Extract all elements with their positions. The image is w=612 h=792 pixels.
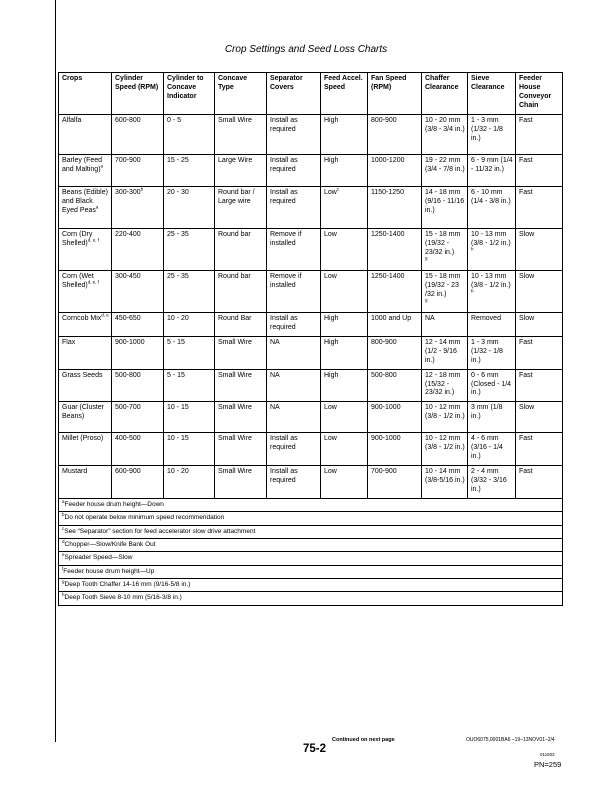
sieve-cell <box>468 402 516 433</box>
cylinder-speed-cell <box>112 312 164 336</box>
conveyor-chain-cell-text: Slow <box>519 314 535 322</box>
conveyor-chain-cell <box>516 228 563 270</box>
footnote-row <box>59 499 563 512</box>
page-number: 75-2 <box>303 743 327 755</box>
indicator-cell-text: 10 - 20 <box>167 314 189 322</box>
fan-speed-cell <box>368 270 422 312</box>
indicator-cell <box>164 466 215 499</box>
concave-type-cell <box>215 186 267 228</box>
concave-type-cell-text: Round bar <box>218 230 251 238</box>
fan-speed-cell <box>368 154 422 186</box>
feed-accel-cell <box>321 402 368 433</box>
feed-accel-cell-text: High <box>324 371 339 379</box>
footnote-row <box>59 539 563 552</box>
feed-accel-cell <box>321 186 368 228</box>
concave-type-cell-text: Round bar <box>218 272 251 280</box>
chaffer-cell-text: 10 - 14 mm (3/8-5/16 in.) <box>425 468 465 485</box>
table-row <box>59 336 563 369</box>
sieve-cell <box>468 186 516 228</box>
footnote-text: Chopper—Slow/Knife Bank Out <box>64 541 156 549</box>
chaffer-cell-text: 10 - 12 mm (3/8 - 1/2 in.) <box>425 404 465 421</box>
conveyor-chain-cell-text: Fast <box>519 435 533 443</box>
fan-speed-cell <box>368 433 422 466</box>
concave-type-cell-text: Round Bar <box>218 314 252 322</box>
fan-speed-cell <box>368 228 422 270</box>
footnote-row <box>59 552 563 565</box>
footnote-ref: d, e, f <box>87 237 99 243</box>
cylinder-speed-cell-text: 500-800 <box>115 371 141 379</box>
separator-covers-cell <box>267 270 321 312</box>
concave-type-cell-text: Small Wire <box>218 404 252 412</box>
conveyor-chain-cell <box>516 186 563 228</box>
indicator-cell <box>164 336 215 369</box>
crop-cell <box>59 466 112 499</box>
feed-accel-cell <box>321 270 368 312</box>
fan-speed-cell <box>368 369 422 402</box>
table-row <box>59 312 563 336</box>
footnote-text: See “Separator” section for feed accelerator slow drive attachment <box>64 527 256 535</box>
header-concave-indicator: Cylinder to Concave Indicator <box>164 73 215 115</box>
separator-covers-cell <box>267 114 321 154</box>
cylinder-speed-cell <box>112 369 164 402</box>
feed-accel-cell-text: Low <box>324 272 337 280</box>
chaffer-cell-text: 14 - 18 mm (9/16 - 11/16 in.) <box>425 188 465 214</box>
left-frame-line <box>55 0 56 742</box>
sieve-cell-text: 3 mm (1/8 in.) <box>471 404 503 421</box>
indicator-cell-text: 20 - 30 <box>167 188 189 196</box>
crop-cell <box>59 402 112 433</box>
sieve-cell-text: 6 - 9 mm (1/4 - 11/32 in.) <box>471 156 513 173</box>
sieve-cell-text: 6 - 10 mm (1/4 - 3/8 in.) <box>471 188 511 205</box>
chaffer-cell <box>422 369 468 402</box>
separator-covers-cell-text: Install as required <box>270 314 298 331</box>
footnote-row <box>59 565 563 578</box>
chaffer-cell-text: 15 - 18 mm (19/32 - 23/32 in.) <box>425 230 461 256</box>
footnote-ref: g <box>425 255 428 261</box>
separator-covers-cell-text: Install as required <box>270 116 298 133</box>
fan-speed-cell-text: 1000-1200 <box>371 156 405 164</box>
footnote-mark: a <box>62 499 65 504</box>
footnote-text: Spreader Speed—Slow <box>64 554 133 562</box>
concave-type-cell <box>215 270 267 312</box>
table-row <box>59 228 563 270</box>
footnote-ref: h <box>471 246 474 252</box>
concave-type-cell <box>215 154 267 186</box>
cylinder-speed-cell <box>112 433 164 466</box>
footnote-text: Feeder house drum height—Up <box>63 567 155 575</box>
chaffer-cell <box>422 402 468 433</box>
table-header-row <box>59 73 563 115</box>
crop-cell-text: Mustard <box>62 468 88 476</box>
fan-speed-cell-text: 900-1000 <box>371 404 401 412</box>
indicator-cell <box>164 369 215 402</box>
sieve-cell-text: Removed <box>471 314 501 322</box>
footnote-mark: d <box>62 538 65 544</box>
indicator-cell-text: 0 - 5 <box>167 116 182 124</box>
footnote-row <box>59 512 563 525</box>
crop-cell <box>59 154 112 186</box>
crop-cell-text: Corn (Wet Shelled) <box>62 272 94 289</box>
crop-cell <box>59 336 112 369</box>
footnote-mark: f <box>62 565 64 571</box>
concave-type-cell <box>215 369 267 402</box>
fan-speed-cell-text: 800-900 <box>371 116 397 124</box>
crop-cell <box>59 433 112 466</box>
concave-type-cell <box>215 114 267 154</box>
fan-speed-cell-text: 500-800 <box>371 371 397 379</box>
cylinder-speed-cell-text: 500-700 <box>115 404 141 412</box>
crop-cell-text: Beans (Edible) and Black Eyed Peas <box>62 188 108 214</box>
indicator-cell <box>164 154 215 186</box>
fan-speed-cell <box>368 312 422 336</box>
cylinder-speed-cell <box>112 336 164 369</box>
concave-type-cell-text: Small Wire <box>218 468 252 476</box>
footnote-cell <box>59 525 563 538</box>
footnote-cell <box>59 539 563 552</box>
conveyor-chain-cell <box>516 433 563 466</box>
chaffer-cell-text: 19 - 22 mm (3/4 - 7/8 in.) <box>425 156 465 173</box>
header-concave-type: Concave Type <box>215 73 267 115</box>
conveyor-chain-cell <box>516 336 563 369</box>
concave-type-cell <box>215 433 267 466</box>
conveyor-chain-cell <box>516 270 563 312</box>
feed-accel-cell-text: Low <box>324 230 337 238</box>
fan-speed-cell-text: 700-900 <box>371 468 397 476</box>
footnote-row <box>59 525 563 538</box>
separator-covers-cell-text: Install as required <box>270 435 298 452</box>
fan-speed-cell <box>368 402 422 433</box>
header-cylinder-speed: Cylinder Speed (RPM) <box>112 73 164 115</box>
footnote-cell <box>59 512 563 525</box>
conveyor-chain-cell <box>516 402 563 433</box>
feed-accel-cell <box>321 369 368 402</box>
header-fan-speed: Fan Speed (RPM) <box>368 73 422 115</box>
chaffer-cell <box>422 228 468 270</box>
table-row <box>59 433 563 466</box>
indicator-cell-text: 15 - 25 <box>167 156 189 164</box>
footnote-ref: g <box>425 297 428 303</box>
cylinder-speed-cell <box>112 186 164 228</box>
header-crops: Crops <box>59 73 112 115</box>
cylinder-speed-cell <box>112 154 164 186</box>
crop-cell-text: Guar (Cluster Beans) <box>62 404 105 421</box>
cylinder-speed-cell-text: 600-900 <box>115 468 141 476</box>
table-row <box>59 369 563 402</box>
crop-cell <box>59 228 112 270</box>
footnote-mark: h <box>62 592 65 598</box>
table-row <box>59 186 563 228</box>
separator-covers-cell-text: NA <box>270 404 280 412</box>
separator-covers-cell <box>267 186 321 228</box>
footnote-ref: a <box>100 163 104 169</box>
cylinder-speed-cell-text: 220-400 <box>115 230 141 238</box>
chaffer-cell-text: 15 - 18 mm (19/32 - 23 /32 in.) <box>425 272 461 298</box>
cylinder-speed-cell <box>112 402 164 433</box>
fan-speed-cell-text: 900-1000 <box>371 435 401 443</box>
separator-covers-cell <box>267 154 321 186</box>
feed-accel-cell-text: Low <box>324 468 337 476</box>
chaffer-cell-text: 12 - 14 mm (1/2 - 9/16 in.) <box>425 338 461 364</box>
separator-covers-cell <box>267 402 321 433</box>
crop-cell-text: Corncob Mix <box>62 314 102 322</box>
sieve-cell <box>468 228 516 270</box>
separator-covers-cell-text: NA <box>270 338 280 346</box>
footnote-mark: g <box>62 578 65 584</box>
fan-speed-cell <box>368 336 422 369</box>
sieve-cell-text: 10 - 13 mm (3/8 - 1/2 in.) <box>471 230 511 247</box>
concave-type-cell-text: Small Wire <box>218 435 252 443</box>
separator-covers-cell-text: Install as required <box>270 156 298 173</box>
crop-cell-text: Grass Seeds <box>62 371 103 379</box>
separator-covers-cell-text: Remove if installed <box>270 272 302 289</box>
indicator-cell <box>164 433 215 466</box>
footnote-ref: c <box>336 186 340 192</box>
crop-cell-text: Alfalfa <box>62 116 82 124</box>
feed-accel-cell <box>321 228 368 270</box>
sieve-cell <box>468 336 516 369</box>
chaffer-cell <box>422 336 468 369</box>
chaffer-cell <box>422 154 468 186</box>
chaffer-cell-text: NA <box>425 314 435 322</box>
crop-cell <box>59 270 112 312</box>
chaffer-cell-text: 10 - 20 mm (3/8 - 3/4 in.) <box>425 116 465 133</box>
small-code: 011502 <box>540 752 555 757</box>
cylinder-speed-cell-text: 450-650 <box>115 314 141 322</box>
footnote-text: Feeder house drum height—Down <box>64 501 164 509</box>
indicator-cell <box>164 228 215 270</box>
sieve-cell <box>468 270 516 312</box>
footnote-row <box>59 579 563 592</box>
cylinder-speed-cell-text: 900-1000 <box>115 338 145 346</box>
sieve-cell-text: 10 - 13 mm (3/8 - 1/2 in.) <box>471 272 511 289</box>
chaffer-cell-text: 10 - 12 mm (3/8 - 1/2 in.) <box>425 435 465 452</box>
feed-accel-cell <box>321 114 368 154</box>
table-row <box>59 402 563 433</box>
conveyor-chain-cell-text: Slow <box>519 272 535 280</box>
conveyor-chain-cell-text: Fast <box>519 468 533 476</box>
footnote-ref: b <box>140 186 144 192</box>
cylinder-speed-cell <box>112 114 164 154</box>
continued-note: Continued on next page <box>332 737 395 743</box>
crop-cell-text: Flax <box>62 338 76 346</box>
separator-covers-cell-text: NA <box>270 371 280 379</box>
feed-accel-cell <box>321 312 368 336</box>
footnote-row <box>59 592 563 605</box>
separator-covers-cell <box>267 312 321 336</box>
crop-cell-text: Corn (Dry Shelled) <box>62 230 93 247</box>
cylinder-speed-cell-text: 700-900 <box>115 156 141 164</box>
footnote-cell <box>59 592 563 605</box>
sieve-cell-text: 1 - 3 mm (1/32 - 1/8 in.) <box>471 338 503 364</box>
pn-number: PN=259 <box>534 760 562 769</box>
concave-type-cell-text: Large Wire <box>218 156 253 164</box>
fan-speed-cell-text: 1250-1400 <box>371 230 405 238</box>
chaffer-cell <box>422 466 468 499</box>
feed-accel-cell-text: Low <box>324 188 337 196</box>
feed-accel-cell-text: Low <box>324 435 337 443</box>
footnote-text: Deep Tooth Sieve 8-10 mm (5/16-3/8 in.) <box>64 594 182 602</box>
concave-type-cell <box>215 402 267 433</box>
indicator-cell-text: 10 - 15 <box>167 404 189 412</box>
footnote-mark: c <box>62 525 65 531</box>
header-chaffer-clearance: Chaffer Clearance <box>422 73 468 115</box>
separator-covers-cell-text: Remove if installed <box>270 230 302 247</box>
crop-cell-text: Millet (Proso) <box>62 435 104 443</box>
chaffer-cell <box>422 186 468 228</box>
conveyor-chain-cell-text: Fast <box>519 116 533 124</box>
footnote-text: Deep Tooth Chaffer 14-16 mm (9/16-5/8 in.) <box>64 581 191 589</box>
sieve-cell <box>468 433 516 466</box>
concave-type-cell-text: Small Wire <box>218 338 252 346</box>
page-title: Crop Settings and Seed Loss Charts <box>224 44 388 55</box>
indicator-cell <box>164 312 215 336</box>
chaffer-cell <box>422 433 468 466</box>
chaffer-cell <box>422 114 468 154</box>
footnote-cell <box>59 552 563 565</box>
table-row <box>59 154 563 186</box>
sieve-cell <box>468 154 516 186</box>
concave-type-cell <box>215 228 267 270</box>
indicator-cell <box>164 114 215 154</box>
conveyor-chain-cell-text: Fast <box>519 371 533 379</box>
conveyor-chain-cell-text: Fast <box>519 338 533 346</box>
fan-speed-cell-text: 1250-1400 <box>371 272 405 280</box>
conveyor-chain-cell <box>516 114 563 154</box>
cylinder-speed-cell-text: 600-800 <box>115 116 141 124</box>
indicator-cell-text: 10 - 15 <box>167 435 189 443</box>
concave-type-cell-text: Small Wire <box>218 371 252 379</box>
fan-speed-cell-text: 1000 and Up <box>371 314 412 322</box>
header-feed-accel-speed: Feed Accel. Speed <box>321 73 368 115</box>
feed-accel-cell-text: High <box>324 314 339 322</box>
sieve-cell <box>468 466 516 499</box>
chaffer-cell <box>422 312 468 336</box>
separator-covers-cell-text: Install as required <box>270 468 298 485</box>
separator-covers-cell-text: Install as required <box>270 188 298 205</box>
table-row <box>59 466 563 499</box>
cylinder-speed-cell-text: 400-500 <box>115 435 141 443</box>
cylinder-speed-cell-text: 300-300 <box>115 188 141 196</box>
concave-type-cell <box>215 336 267 369</box>
conveyor-chain-cell <box>516 466 563 499</box>
fan-speed-cell <box>368 466 422 499</box>
separator-covers-cell <box>267 369 321 402</box>
sieve-cell <box>468 312 516 336</box>
sieve-cell <box>468 114 516 154</box>
cylinder-speed-cell-text: 300-450 <box>115 272 141 280</box>
separator-covers-cell <box>267 228 321 270</box>
concave-type-cell-text: Small Wire <box>218 116 252 124</box>
sieve-cell-text: 1 - 3 mm (1/32 - 1/8 in.) <box>471 116 503 142</box>
indicator-cell <box>164 186 215 228</box>
chaffer-cell <box>422 270 468 312</box>
fan-speed-cell <box>368 114 422 154</box>
footnote-ref: a <box>95 204 99 210</box>
indicator-cell <box>164 402 215 433</box>
conveyor-chain-cell <box>516 154 563 186</box>
footnote-ref: d, e, f <box>87 279 99 285</box>
footnote-text: Do not operate below minimum speed recommendation <box>64 514 225 522</box>
feed-accel-cell-text: Low <box>324 404 337 412</box>
conveyor-chain-cell <box>516 369 563 402</box>
footnote-mark: b <box>62 512 65 518</box>
feed-accel-cell <box>321 466 368 499</box>
cylinder-speed-cell <box>112 228 164 270</box>
concave-type-cell <box>215 312 267 336</box>
separator-covers-cell <box>267 336 321 369</box>
footnote-cell <box>59 565 563 578</box>
sieve-cell <box>468 369 516 402</box>
footnote-cell <box>59 499 563 512</box>
cylinder-speed-cell <box>112 270 164 312</box>
sieve-cell-text: 0 - 6 mm (Closed - 1/4 in.) <box>471 371 512 397</box>
indicator-cell <box>164 270 215 312</box>
crop-settings-table <box>58 72 563 606</box>
table-row <box>59 270 563 312</box>
footnote-ref: h <box>471 288 474 294</box>
feed-accel-cell-text: High <box>324 116 339 124</box>
fan-speed-cell-text: 1150-1250 <box>371 188 404 196</box>
cylinder-speed-cell <box>112 466 164 499</box>
chaffer-cell-text: 12 - 18 mm (15/32 - 23/32 in.) <box>425 371 461 397</box>
reference-code: OUO6075,0001BA6 –19–13NOV01–2/4 <box>466 737 555 743</box>
conveyor-chain-cell-text: Fast <box>519 156 533 164</box>
indicator-cell-text: 10 - 20 <box>167 468 189 476</box>
fan-speed-cell <box>368 186 422 228</box>
footnote-cell <box>59 579 563 592</box>
conveyor-chain-cell-text: Slow <box>519 230 535 238</box>
conveyor-chain-cell-text: Fast <box>519 188 533 196</box>
indicator-cell-text: 25 - 35 <box>167 230 189 238</box>
crop-cell <box>59 114 112 154</box>
feed-accel-cell-text: High <box>324 338 339 346</box>
feed-accel-cell <box>321 154 368 186</box>
feed-accel-cell <box>321 336 368 369</box>
crop-cell <box>59 312 112 336</box>
indicator-cell-text: 5 - 15 <box>167 371 185 379</box>
concave-type-cell <box>215 466 267 499</box>
footnote-mark: e <box>62 552 65 558</box>
table-row <box>59 114 563 154</box>
footnote-ref: d, e <box>101 312 109 318</box>
indicator-cell-text: 5 - 15 <box>167 338 185 346</box>
crop-cell-text: Barley (Feed and Malting) <box>62 156 103 173</box>
conveyor-chain-cell <box>516 312 563 336</box>
sieve-cell-text: 4 - 6 mm (3/16 - 1/4 in.) <box>471 435 503 461</box>
feed-accel-cell-text: High <box>324 156 339 164</box>
separator-covers-cell <box>267 466 321 499</box>
separator-covers-cell <box>267 433 321 466</box>
conveyor-chain-cell-text: Slow <box>519 404 535 412</box>
concave-type-cell-text: Round bar / Large wire <box>218 188 255 205</box>
crop-cell <box>59 369 112 402</box>
header-separator-covers: Separator Covers <box>267 73 321 115</box>
header-conveyor-chain: Feeder House Conveyor Chain <box>516 73 563 115</box>
header-sieve-clearance: Sieve Clearance <box>468 73 516 115</box>
indicator-cell-text: 25 - 35 <box>167 272 189 280</box>
fan-speed-cell-text: 800-900 <box>371 338 397 346</box>
sieve-cell-text: 2 - 4 mm (3/32 - 3/16 in.) <box>471 468 507 494</box>
crop-cell <box>59 186 112 228</box>
feed-accel-cell <box>321 433 368 466</box>
